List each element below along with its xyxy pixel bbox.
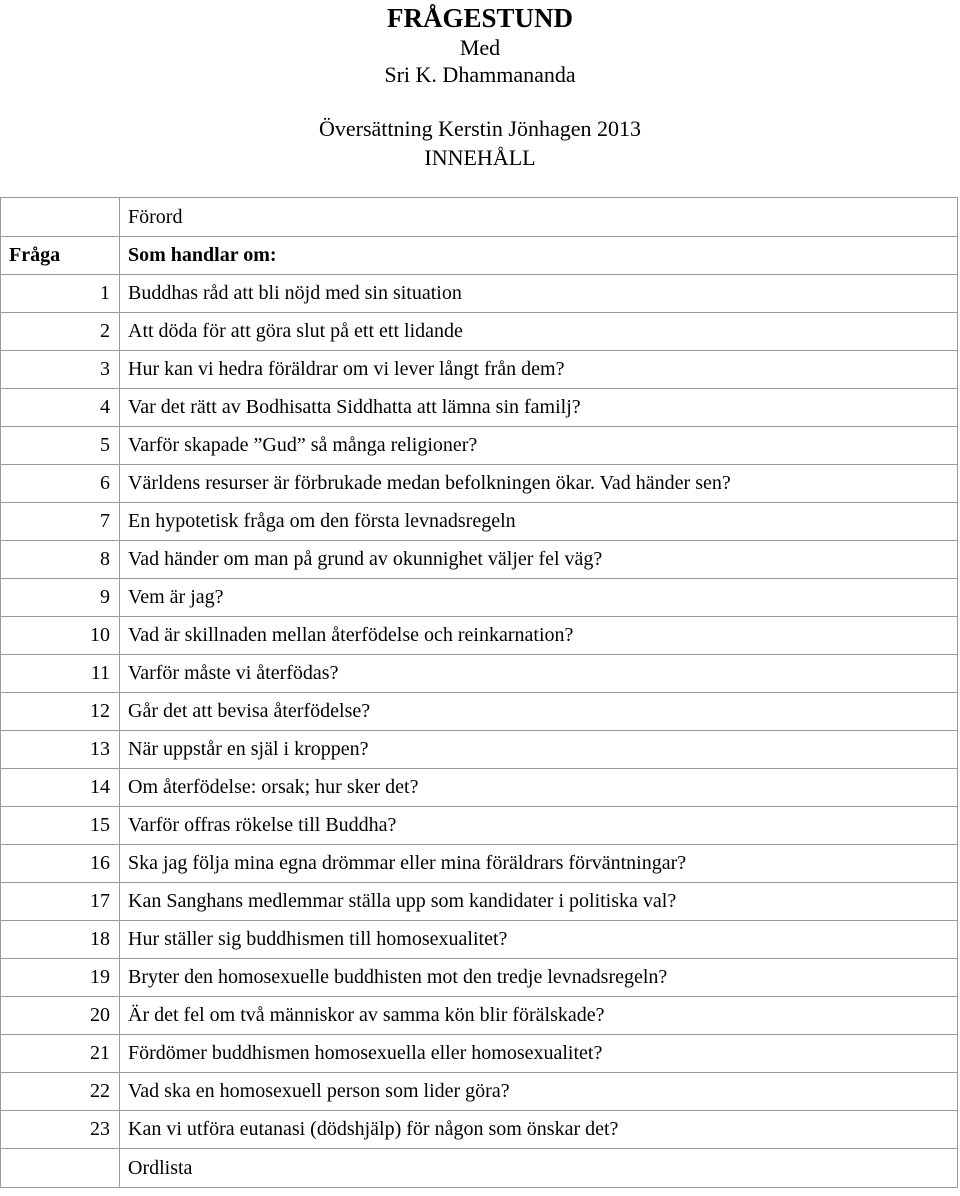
question-topic: Ska jag följa mina egna drömmar eller mina föräldrars förväntningar? [120, 845, 958, 883]
question-topic: Kan Sanghans medlemmar ställa upp som kandidater i politiska val? [120, 883, 958, 921]
question-number: 8 [1, 541, 120, 579]
table-row [1, 427, 958, 465]
table-row [1, 389, 958, 427]
table-row [1, 693, 958, 731]
table-of-contents [0, 197, 958, 1188]
glossary-label: Ordlista [120, 1149, 958, 1188]
question-topic: Går det att bevisa återfödelse? [120, 693, 958, 731]
document-subtitle: Med [459, 35, 501, 60]
table-row [1, 883, 958, 921]
glossary-number-cell [1, 1149, 120, 1188]
question-number: 3 [1, 351, 120, 389]
question-number: 6 [1, 465, 120, 503]
question-number: 10 [1, 617, 120, 655]
table-row [1, 845, 958, 883]
question-topic: När uppstår en själ i kroppen? [120, 731, 958, 769]
question-topic: Om återfödelse: orsak; hur sker det? [120, 769, 958, 807]
table-row [1, 541, 958, 579]
table-row [1, 655, 958, 693]
question-topic: Varför skapade ”Gud” så många religioner? [120, 427, 958, 465]
question-number: 20 [1, 997, 120, 1035]
table-row [1, 465, 958, 503]
question-topic: Vem är jag? [120, 579, 958, 617]
table-row [1, 921, 958, 959]
toc-heading: INNEHÅLL [424, 145, 536, 170]
question-topic: Buddhas råd att bli nöjd med sin situation [120, 275, 958, 313]
question-topic: Världens resurser är förbrukade medan befolkningen ökar. Vad händer sen? [120, 465, 958, 503]
question-topic: Kan vi utföra eutanasi (dödshjälp) för någon som önskar det? [120, 1111, 958, 1149]
question-topic: Vad är skillnaden mellan återfödelse och reinkarnation? [120, 617, 958, 655]
question-number: 9 [1, 579, 120, 617]
question-number: 17 [1, 883, 120, 921]
question-number: 13 [1, 731, 120, 769]
column-header-question: Fråga [1, 237, 120, 275]
table-row [1, 997, 958, 1035]
question-number: 5 [1, 427, 120, 465]
preface-number-cell [1, 198, 120, 237]
question-number: 21 [1, 1035, 120, 1073]
question-topic: Varför måste vi återfödas? [120, 655, 958, 693]
question-topic: Vad händer om man på grund av okunnighet väljer fel väg? [120, 541, 958, 579]
question-number: 14 [1, 769, 120, 807]
question-number: 12 [1, 693, 120, 731]
question-number: 4 [1, 389, 120, 427]
question-topic: Hur kan vi hedra föräldrar om vi lever långt från dem? [120, 351, 958, 389]
preface-label: Förord [120, 198, 958, 237]
table-row [1, 617, 958, 655]
question-number: 16 [1, 845, 120, 883]
question-number: 22 [1, 1073, 120, 1111]
document-title: FRÅGESTUND [386, 3, 574, 33]
table-row [1, 313, 958, 351]
question-number: 7 [1, 503, 120, 541]
preface-row [1, 198, 958, 237]
table-row [1, 807, 958, 845]
question-number: 11 [1, 655, 120, 693]
question-number: 2 [1, 313, 120, 351]
question-topic: En hypotetisk fråga om den första levnadsregeln [120, 503, 958, 541]
glossary-row [1, 1149, 958, 1188]
table-row [1, 1035, 958, 1073]
question-topic: Är det fel om två människor av samma kön blir förälskade? [120, 997, 958, 1035]
question-topic: Bryter den homosexuelle buddhisten mot den tredje levnadsregeln? [120, 959, 958, 997]
question-number: 19 [1, 959, 120, 997]
table-row [1, 351, 958, 389]
question-topic: Var det rätt av Bodhisatta Siddhatta att lämna sin familj? [120, 389, 958, 427]
question-number: 18 [1, 921, 120, 959]
column-header-topic: Som handlar om: [120, 237, 958, 275]
table-row [1, 1073, 958, 1111]
table-row [1, 503, 958, 541]
question-topic: Fördömer buddhismen homosexuella eller homosexualitet? [120, 1035, 958, 1073]
translation-credit: Översättning Kerstin Jönhagen 2013 [319, 116, 641, 141]
table-row [1, 959, 958, 997]
question-topic: Varför offras rökelse till Buddha? [120, 807, 958, 845]
question-number: 1 [1, 275, 120, 313]
table-row [1, 579, 958, 617]
question-topic: Hur ställer sig buddhismen till homosexualitet? [120, 921, 958, 959]
question-number: 15 [1, 807, 120, 845]
question-number: 23 [1, 1111, 120, 1149]
author-name: Sri K. Dhammananda [384, 62, 576, 87]
table-row [1, 769, 958, 807]
question-topic: Vad ska en homosexuell person som lider göra? [120, 1073, 958, 1111]
table-row [1, 1111, 958, 1149]
table-row [1, 275, 958, 313]
header-row [1, 237, 958, 275]
table-row [1, 731, 958, 769]
question-topic: Att döda för att göra slut på ett ett lidande [120, 313, 958, 351]
